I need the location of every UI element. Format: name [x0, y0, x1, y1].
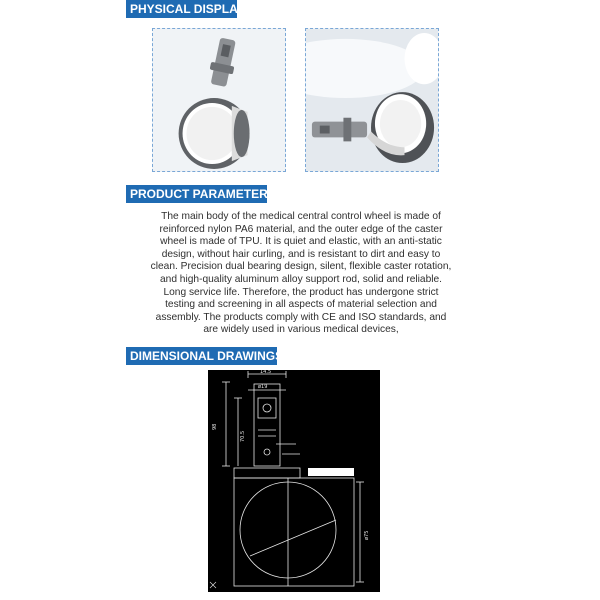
cad-drawing: [208, 370, 380, 592]
section-header-product-parameters: PRODUCT PARAMETERS: [126, 185, 267, 203]
dim-top-label: 14.5: [260, 370, 272, 375]
dim-mid-label: 70.5: [240, 430, 246, 442]
caster-wheel-side-image: [306, 29, 438, 171]
product-description: The main body of the medical central control wheel is made of reinforced nylon PA6 material, and the outer edge of the caster wheel is made of TPU. It is quiet and elastic, with an anti-static design, without hair curling, and is resistant to dirt and easy to clean. Precision dual bearing design, silent, flexible caster rotation, and high-quality aluminum alloy support rod, solid and reliable. Long service life. Therefore, the product has undergone strict testing and screening in all aspects of material selection and assembly. The products comply with CE and ISO standards, and are widely used in various medical devices,: [150, 211, 452, 336]
section-header-physical-display: PHYSICAL DISPLAY: [126, 0, 237, 18]
product-photo-side: [305, 28, 439, 172]
dim-height-label: 98: [212, 423, 218, 430]
section-header-dimensional-drawings: DIMENSIONAL DRAWINGS: [126, 347, 277, 365]
product-photo-front: [152, 28, 286, 172]
dim-stem-label: ø19: [258, 384, 268, 390]
dimensional-drawing: [208, 370, 380, 592]
dim-diameter-label: ø75: [364, 530, 370, 540]
caster-wheel-image: [153, 29, 285, 171]
